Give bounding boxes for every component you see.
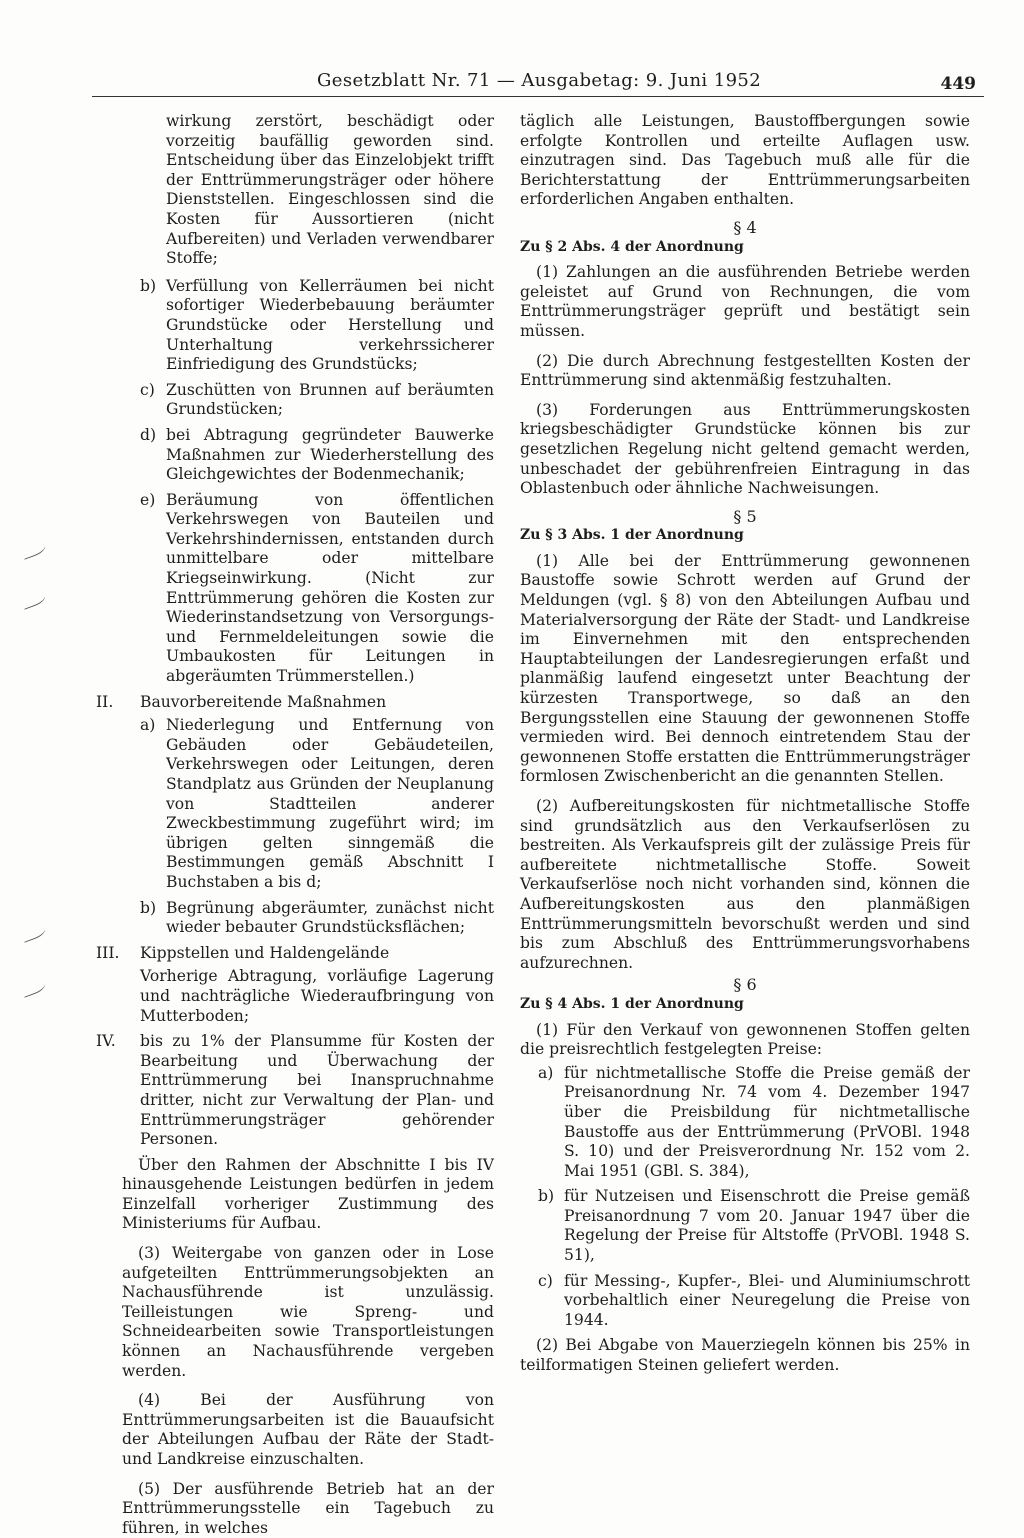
margin-mark xyxy=(21,591,47,610)
item-label: d) xyxy=(140,425,157,444)
section-title: Kippstellen und Haldengelände xyxy=(140,943,390,962)
price-list xyxy=(520,1064,970,1331)
item-label: b) xyxy=(140,898,157,917)
item-label: e) xyxy=(140,490,156,509)
list-item xyxy=(538,1064,970,1182)
item-label: c) xyxy=(538,1271,553,1290)
paragraph: (3) Weitergabe von ganzen oder in Lose aufgeteilten Enttrümmerungsobjekten an Nachausführende ist unzulässig. Teilleistungen wie Spreng- und Schneidearbeiten sowie Transportleistungen können an Nachausführende vergeben werden. xyxy=(122,1244,494,1380)
section-number: IV. xyxy=(96,1032,116,1051)
item-text: Zuschütten von Brunnen auf beräumten Grundstücken; xyxy=(166,380,494,419)
section-heading xyxy=(96,1032,494,1150)
item-text: Begrünung abgeräumter, zunächst nicht wieder bebauter Grundstücksflächen; xyxy=(166,898,494,937)
paragraph: (2) Aufbereitungskosten für nichtmetallische Stoffe sind grundsätzlich aus den Verkaufserlösen zu bestreiten. Als Verkaufspreis gilt der zulässige Preis für aufbereitete nichtmetallische Stoffe. Soweit Verkaufserlöse noch nicht vorhanden sind, können die Aufbereitungskosten aus den planmäßigen Enttrümmerungsmitteln bevorschußt werden und sind bis zum Abschluß des Enttrümmerungsvorhabens aufzurechnen. xyxy=(520,797,970,972)
section-heading xyxy=(96,693,494,713)
paragraph: (4) Bei der Ausführung von Enttrümmerungsarbeiten ist die Bauaufsicht der Abteilungen Aufbau der Räte der Stadt- und Landkreise einzuschalten. xyxy=(122,1391,494,1468)
margin-mark xyxy=(21,541,47,560)
list-item xyxy=(140,426,494,485)
right-column xyxy=(520,112,970,1376)
list-item xyxy=(140,491,494,687)
item-label: a) xyxy=(140,716,156,735)
header-title: Gesetzblatt Nr. 71 — Ausgabetag: 9. Juni 1952 xyxy=(317,70,762,91)
list-item xyxy=(140,899,494,938)
section-number: III. xyxy=(96,943,120,962)
item-text: für Messing-, Kupfer-, Blei- und Aluminiumschrott vorbehaltlich einer Neuregelung die Preise von 1944. xyxy=(564,1271,970,1329)
paragraph: (3) Forderungen aus Enttrümmerungskosten kriegsbeschädigter Grundstücke können bis zur gesetzlichen Regelung nicht geltend gemacht werden, unbeschadet der gebührenfreien Eintragung in das Oblastenbuch oder ähnliche Nachweisungen. xyxy=(520,400,970,498)
paragraph: (1) Für den Verkauf von gewonnenen Stoffen gelten die preisrechtlich festgelegten Preise: xyxy=(520,1020,970,1059)
list-item xyxy=(538,1187,970,1265)
item-label: a) xyxy=(538,1063,554,1082)
item-text: für nichtmetallische Stoffe die Preise gemäß der Preisanordnung Nr. 74 vom 4. Dezember 1947 über die Preisbildung für nichtmetallische Baustoffe aus der Enttrümmerung (PrVOBl. 1948 S. 10) und der Preisverordnung Nr. 152 vom 2. Mai 1951 (GBl. S. 384), xyxy=(564,1063,970,1180)
item-label: b) xyxy=(538,1187,555,1206)
section-heading xyxy=(96,944,494,964)
margin-mark xyxy=(21,979,47,998)
list-item xyxy=(140,716,494,892)
left-column xyxy=(96,112,494,1538)
section-text: bis zu 1% der Plansumme für Kosten der Bearbeitung und Überwachung der Enttrümmerung bei Inanspruchnahme dritter, nicht zur Verwaltung der Plan- und Enttrümmerungsträger gehörender Personen. xyxy=(140,1032,494,1149)
list-item xyxy=(140,381,494,420)
section-subheading: Zu § 2 Abs. 4 der Anordnung xyxy=(520,238,744,255)
list-item xyxy=(538,1272,970,1331)
paragraph: (1) Alle bei der Enttrümmerung gewonnenen Baustoffe sowie Schrott werden auf Grund der Meldungen (vgl. § 8) von den Abteilungen Aufbau und Materialversorgung der Räte der Stadt- und Landkreise im Einvernehmen mit den entsprechenden Hauptabteilungen der Landesregierungen erfaßt und planmäßig laufend eingesetzt unter Beachtung der kürzesten Transportwege, so daß an den Bergungsstellen eine Stauung der gewonnenen Stoffe vermieden wird. Bei dennoch eintretendem Stau der gewonnenen Stoffe erstatten die Enttrümmerungsträger formlosen Zwischenbericht an die genannten Stellen. xyxy=(520,551,970,786)
item-text: für Nutzeisen und Eisenschrott die Preise gemäß Preisanordnung 7 vom 20. Januar 1947 über die Regelung der Preise für Altstoffe (PrVOBl. 1948 S. 51), xyxy=(564,1187,970,1265)
paragraph: (1) Zahlungen an die ausführenden Betriebe werden geleistet auf Grund von Rechnungen, die vom Enttrümmerungsträger geprüft und bestätigt sein müssen. xyxy=(520,263,970,340)
paragraph: täglich alle Leistungen, Baustoffbergungen sowie erfolgte Kontrollen und erteilte Auflagen usw. einzutragen sind. Das Tagebuch muß alle für die Berichterstattung der Enttrümmerungsarbeiten erforderlichen Angaben enthalten. xyxy=(520,112,970,209)
item-label: b) xyxy=(140,276,157,295)
paragraph: (2) Die durch Abrechnung festgestellten Kosten der Enttrümmerung sind aktenmäßig festzuhalten. xyxy=(520,351,970,390)
section-subheading: Zu § 4 Abs. 1 der Anordnung xyxy=(520,995,744,1012)
item-text: Verfüllung von Kellerräumen bei nicht sofortiger Wiederbebauung beräumter Grundstücke oder Herstellung und Unterhaltung verkehrssicherer Einfriedigung des Grundstücks; xyxy=(166,276,494,374)
section-subheading: Zu § 3 Abs. 1 der Anordnung xyxy=(520,527,744,544)
item-text: bei Abtragung gegründeter Bauwerke Maßnahmen zur Wiederherstellung des Gleichgewichtes der Bodenmechanik; xyxy=(166,425,494,484)
item-text: Niederlegung und Entfernung von Gebäuden oder Gebäudeteilen, Verkehrswegen oder Leitungen, deren Standplatz aus Gründen der Neuplanung von Stadtteilen anderer Zweckbestimmung zugeführt wird; im übrigen gelten sinngemäß die Bestimmungen gemäß Abschnitt I Buchstaben a bis d; xyxy=(166,716,494,891)
margin-mark xyxy=(21,924,47,943)
paragraph: (2) Bei Abgabe von Mauerziegeln können bis 25% in teilformatigen Steinen geliefert werden. xyxy=(520,1336,970,1375)
section-number: II. xyxy=(96,692,114,711)
section-sign: § 5 xyxy=(733,506,757,526)
item-label: c) xyxy=(140,380,155,399)
section-title: Bauvorbereitende Maßnahmen xyxy=(140,692,387,711)
section-sign: § 6 xyxy=(733,975,757,995)
section-sign: § 4 xyxy=(733,217,757,237)
page-number: 449 xyxy=(940,74,976,94)
page-header xyxy=(92,62,984,97)
item-a-continuation: wirkung zerstört, beschädigt oder vorzeitig baufällig geworden sind. Entscheidung über das Einzelobjekt trifft der Enttrümmerungsträger oder höhere Dienststellen. Eingeschlossen sind die Kosten für Aussortieren (nicht Aufbereiten) und Verladen verwendbarer Stoffe; xyxy=(166,112,494,268)
paragraph: (5) Der ausführende Betrieb hat an der Enttrümmerungsstelle ein Tagebuch zu führen, in welches xyxy=(122,1479,494,1537)
item-text: Beräumung von öffentlichen Verkehrswegen von Bauteilen und Verkehrshindernissen, entstanden durch unmittelbare oder mittelbare Kriegseinwirkung. (Nicht zur Enttrümmerung gehören die Kosten zur Wiederinstandsetzung von Versorgungs- und Fernmeldeleitungen sowie die Umbaukosten für Leitungen in abgeräumten Trümmerstellen.) xyxy=(166,490,494,686)
paragraph: Über den Rahmen der Abschnitte I bis IV hinausgehende Leistungen bedürfen in jedem Einzelfall vorheriger Zustimmung des Ministeriums für Aufbau. xyxy=(122,1155,494,1233)
section-text: Vorherige Abtragung, vorläufige Lagerung und nachträgliche Wiederaufbringung von Mutterboden; xyxy=(140,967,494,1025)
list-item xyxy=(140,277,494,375)
